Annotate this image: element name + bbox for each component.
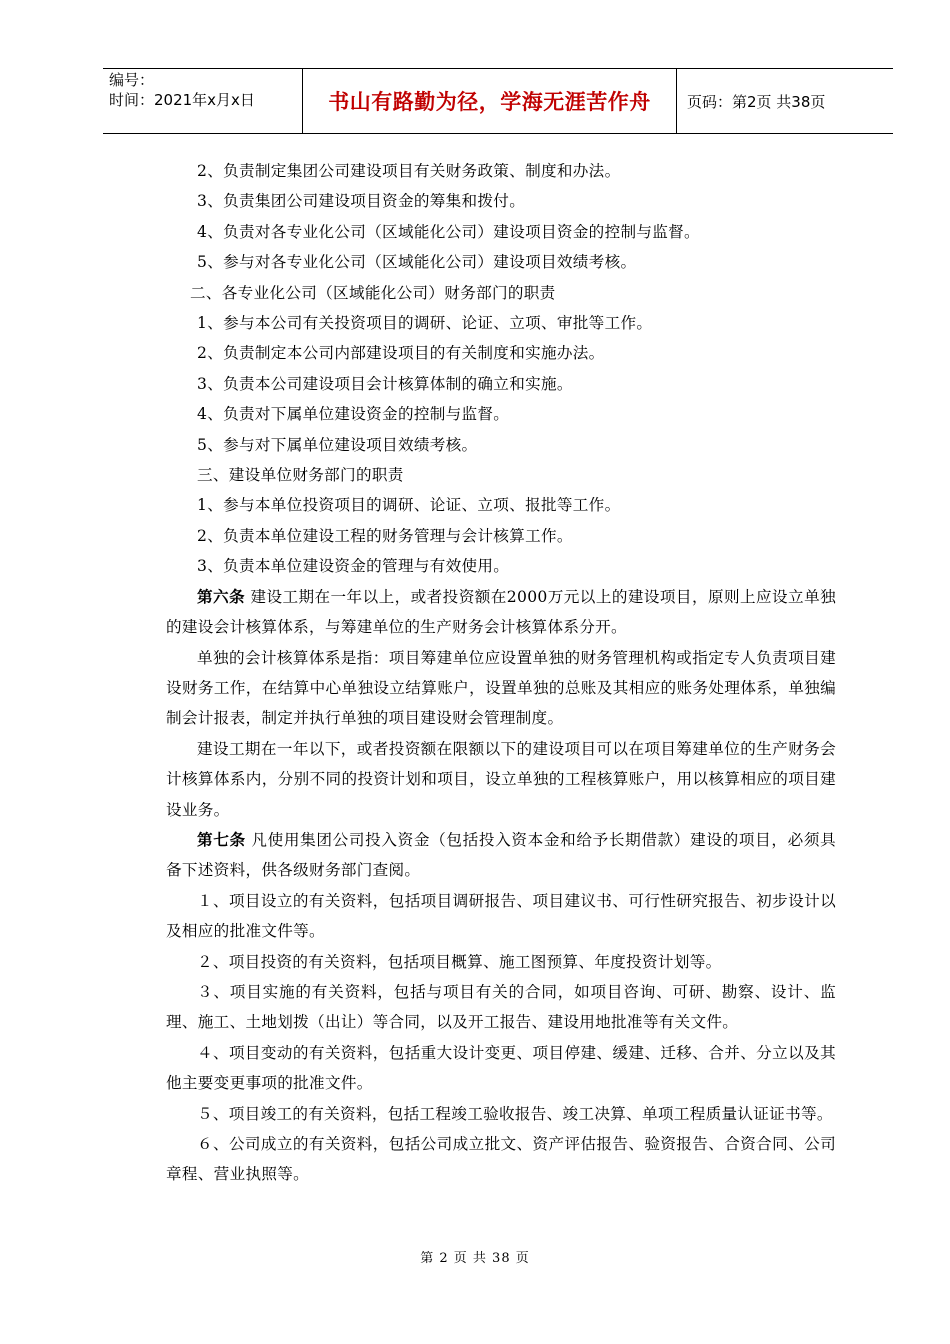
paragraph-text: 凡使用集团公司投入资金（包括投入资本金和给予长期借款）建设的项目，必须具备下述资料，供各级财务部门查阅。	[166, 830, 836, 880]
paragraph	[166, 886, 836, 947]
paragraph-text: 1、参与本公司有关投资项目的调研、论证、立项、审批等工作。	[197, 314, 653, 333]
paragraph	[166, 825, 836, 886]
paragraph-text: 4、负责对各专业化公司（区域能化公司）建设项目资金的控制与监督。	[197, 222, 700, 241]
paragraph	[166, 582, 836, 643]
paragraph	[166, 490, 836, 520]
paragraph	[166, 186, 836, 216]
paragraph	[166, 734, 836, 825]
header-meta	[103, 69, 303, 133]
paragraph	[166, 399, 836, 429]
paragraph-text: 二、各专业化公司（区域能化公司）财务部门的职责	[190, 283, 556, 302]
paragraph	[166, 217, 836, 247]
paragraph	[166, 247, 836, 277]
paragraph	[166, 551, 836, 581]
document-number-label: 编号：	[109, 71, 155, 89]
paragraph-text: 2、负责制定集团公司建设项目有关财务政策、制度和办法。	[197, 162, 621, 180]
paragraph	[166, 643, 836, 734]
header-page-code: 页码：第2页 共38页	[687, 92, 826, 111]
paragraph	[166, 947, 836, 977]
paragraph	[166, 1099, 836, 1129]
header-motto: 书山有路勤为径，学海无涯苦作舟	[303, 69, 677, 133]
paragraph-text: 建设工期在一年以上，或者投资额在2000万元以上的建设项目，原则上应设立单独的建设会计核算体系，与筹建单位的生产财务会计核算体系分开。	[166, 587, 836, 637]
paragraph-text: ４、项目变动的有关资料，包括重大设计变更、项目停建、缓建、迁移、合并、分立以及其他主要变更事项的批准文件。	[166, 1043, 836, 1093]
paragraph-text: 5、参与对各专业化公司（区域能化公司）建设项目效绩考核。	[197, 253, 637, 272]
paragraph-text: ３、项目实施的有关资料，包括与项目有关的合同，如项目咨询、可研、勘察、设计、监理、施工、土地划拨（出让）等合同，以及开工报告、建设用地批准等有关文件。	[166, 982, 836, 1032]
page-header	[103, 68, 893, 134]
document-time: 时间：2021年x月x日	[109, 91, 255, 109]
paragraph	[166, 1129, 836, 1190]
paragraph	[166, 430, 836, 460]
document-body	[166, 156, 836, 1190]
paragraph	[166, 338, 836, 368]
paragraph-text: 4、负责对下属单位建设资金的控制与监督。	[197, 405, 510, 424]
paragraph	[166, 977, 836, 1038]
page-footer: 第 2 页 共 38 页	[420, 1251, 530, 1266]
paragraph-text: 5、参与对下属单位建设项目效绩考核。	[197, 435, 478, 454]
paragraph-text: 3、负责集团公司建设项目资金的筹集和拨付。	[197, 192, 526, 211]
paragraph	[166, 156, 836, 186]
article-heading: 第六条	[197, 586, 246, 606]
paragraph	[166, 460, 836, 490]
paragraph-text: ２、项目投资的有关资料，包括项目概算、施工图预算、年度投资计划等。	[197, 952, 722, 971]
paragraph-text: ５、项目竣工的有关资料，包括工程竣工验收报告、竣工决算、单项工程质量认证证书等。	[197, 1104, 833, 1123]
paragraph	[166, 1038, 836, 1099]
paragraph	[166, 521, 836, 551]
paragraph-text: ６、公司成立的有关资料，包括公司成立批文、资产评估报告、验资报告、合资合同、公司章程、营业执照等。	[166, 1135, 836, 1184]
paragraph-text: 1、参与本单位投资项目的调研、论证、立项、报批等工作。	[197, 496, 621, 515]
paragraph	[166, 369, 836, 399]
paragraph-text: 2、负责制定本公司内部建设项目的有关制度和实施办法。	[197, 344, 605, 363]
paragraph	[166, 308, 836, 338]
paragraph-text: 3、负责本公司建设项目会计核算体制的确立和实施。	[197, 374, 573, 393]
article-heading: 第七条	[197, 829, 246, 849]
paragraph-text: 建设工期在一年以下，或者投资额在限额以下的建设项目可以在项目筹建单位的生产财务会计核算体系内，分别不同的投资计划和项目，设立单独的工程核算账户，用以核算相应的项目建设业务。	[166, 739, 836, 819]
paragraph-text: 单独的会计核算体系是指：项目筹建单位应设置单独的财务管理机构或指定专人负责项目建设财务工作，在结算中心单独设立结算账户，设置单独的总账及其相应的账务处理体系，单独编制会计报表，制定并执行单独的项目建设财会管理制度。	[166, 648, 836, 728]
paragraph-text: 三、建设单位财务部门的职责	[197, 466, 404, 485]
paragraph	[166, 278, 836, 308]
paragraph-text: １、项目设立的有关资料，包括项目调研报告、项目建议书、可行性研究报告、初步设计以及相应的批准文件等。	[166, 891, 836, 941]
paragraph-text: 3、负责本单位建设资金的管理与有效使用。	[197, 557, 510, 576]
paragraph-text: 2、负责本单位建设工程的财务管理与会计核算工作。	[197, 526, 573, 545]
